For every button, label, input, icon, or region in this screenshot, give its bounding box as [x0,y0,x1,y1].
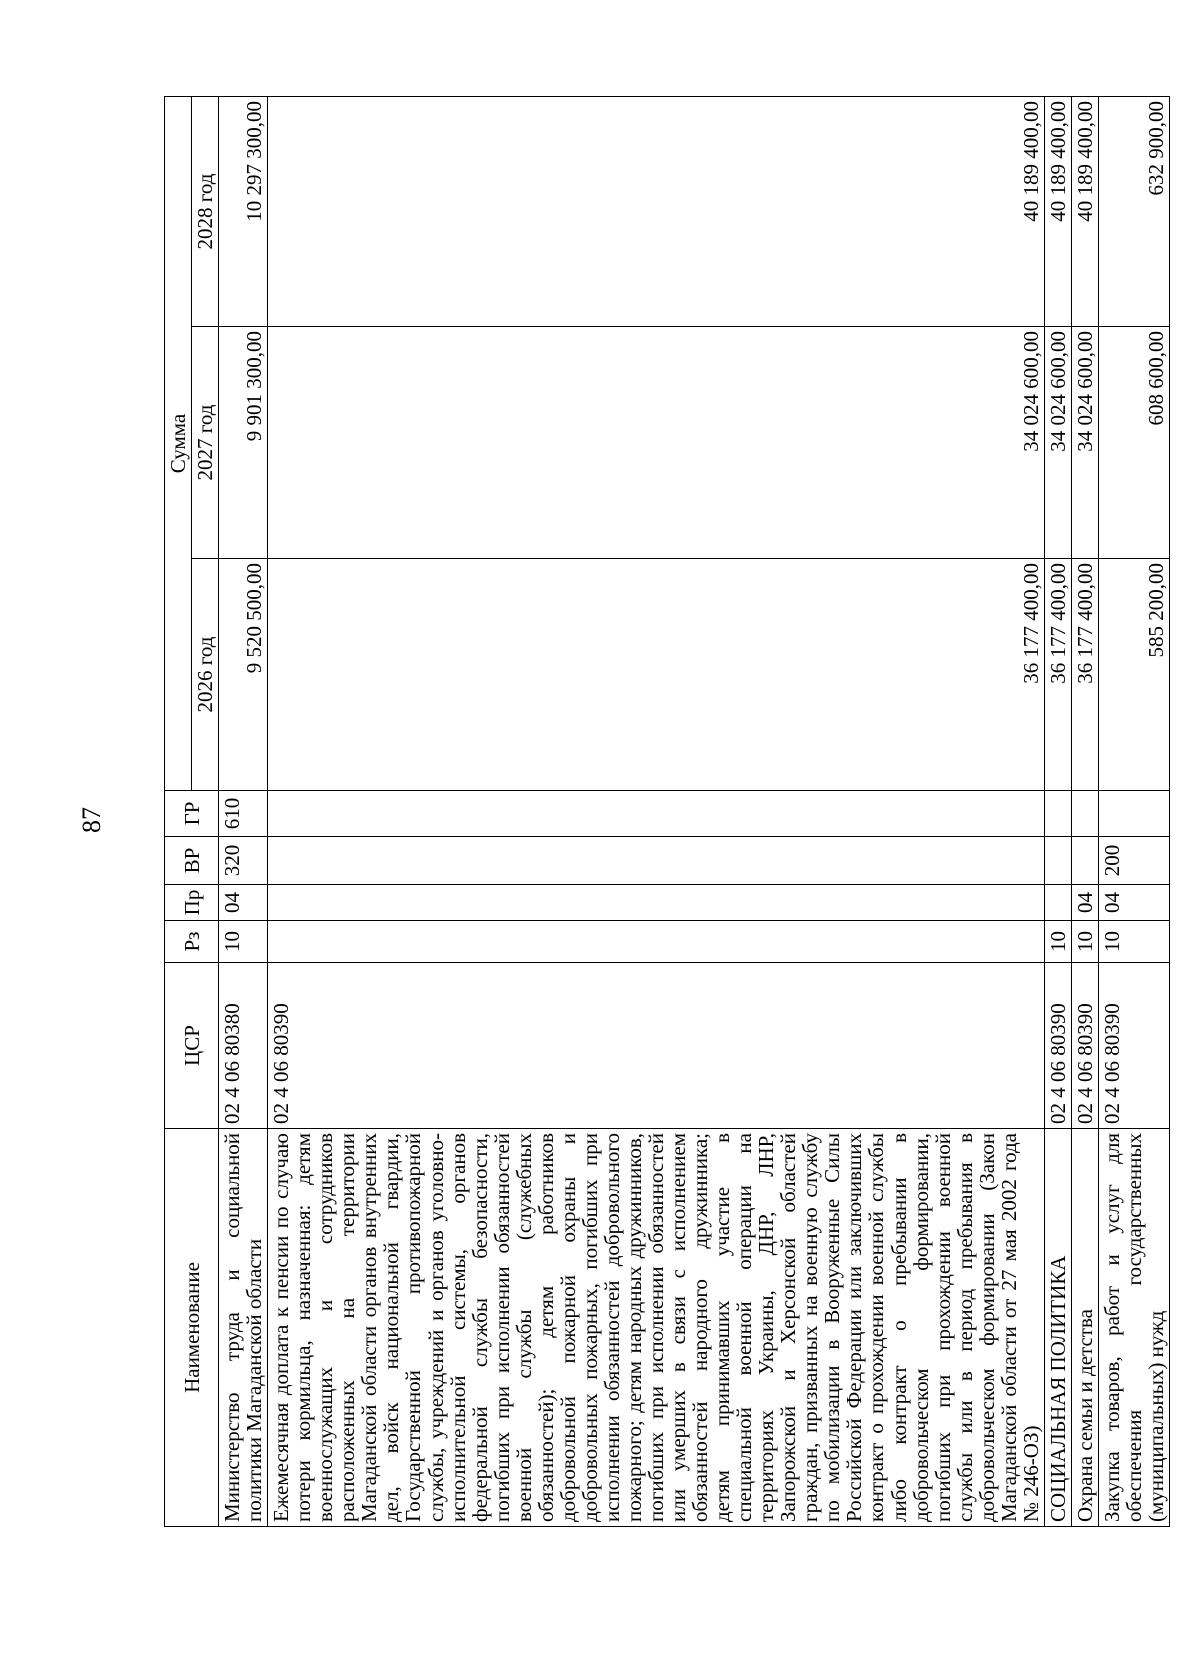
row-name: Министерство труда и социальной политики Магаданской области [219,1129,268,1527]
header-gr: ГР [165,791,219,837]
page-number: 87 [77,807,106,833]
header-2028: 2028 год [192,96,219,326]
row-2026: 585 200,00 [1098,559,1169,791]
row-csr: 02 4 06 80380 [219,963,268,1129]
row-2027: 34 024 600,00 [1044,327,1071,559]
row-vr [1044,837,1071,885]
header-2027: 2027 год [192,327,219,559]
budget-table [164,96,1170,1527]
row-2028: 10 297 300,00 [219,96,268,326]
header-sum: Сумма [165,96,192,790]
row-csr: 02 4 06 80390 [1098,963,1169,1129]
header-rz: Рз [165,921,219,963]
header-csr: ЦСР [165,963,219,1129]
row-name: СОЦИАЛЬНАЯ ПОЛИТИКА [1044,1129,1071,1527]
row-2027: 608 600,00 [1098,327,1169,559]
row-2028: 40 189 400,00 [1044,96,1071,326]
table-row [219,96,268,1526]
table-row [268,96,1045,1526]
row-pr [268,885,1045,921]
row-2026: 36 177 400,00 [1071,559,1098,791]
row-rz: 10 [1044,921,1071,963]
row-vr: 200 [1098,837,1169,885]
row-2027: 9 901 300,00 [219,327,268,559]
row-2026: 9 520 500,00 [219,559,268,791]
row-vr [268,837,1045,885]
row-2026: 36 177 400,00 [268,559,1045,791]
budget-table-frame [164,97,1169,1527]
row-2026: 36 177 400,00 [1044,559,1071,791]
row-gr [268,791,1045,837]
row-csr: 02 4 06 80390 [1044,963,1071,1129]
row-rz: 10 [1071,921,1098,963]
header-2026: 2026 год [192,559,219,791]
header-pr: Пр [165,885,219,921]
row-name: Закупка товаров, работ и услуг для обеспечения государственных (муниципальных) нужд [1098,1129,1169,1527]
row-pr: 04 [1098,885,1169,921]
row-pr [1044,885,1071,921]
row-2028: 40 189 400,00 [268,96,1045,326]
table-row [1071,96,1098,1526]
row-vr [1071,837,1098,885]
row-name: Ежемесячная доплата к пенсии по случаю потери кормильца, назначенная: детям военнослужащих и сотрудников расположенных на территории Магаданской области органов внутренних дел, войск национальной гвардии, Государственной противопожарной службы, учреждений и органов уголовно-исполнительной системы, органов федеральной службы безопасности, погибших при исполнении обязанностей военной службы (служебных обязанностей); детям работников добровольной пожарной охраны и добровольных пожарных, погибших при исполнении обязанностей добровольного пожарного; детям народных дружинников, погибших при исполнении обязанностей или умерших в связи с исполнением обязанностей народного дружинника; детям принимавших участие в специальной военной операции на территориях Украины, ДНР, ЛНР, Запорожской и Херсонской областей граждан, призванных на военную службу по мобилизации в Вооруженные Силы Российской Федерации или заключивших контракт о прохождении военной службы либо контракт о пребывании в добровольческом формировании, погибших при прохождении военной службы или в период пребывания в добровольческом формировании (Закон Магаданской области от 27 мая 2002 года № 246-ОЗ) [268,1129,1045,1527]
row-2027: 34 024 600,00 [1071,327,1098,559]
table-row [1098,96,1169,1526]
row-gr [1098,791,1169,837]
row-gr [1044,791,1071,837]
row-name: Охрана семьи и детства [1071,1129,1098,1527]
table-row [1044,96,1071,1526]
row-pr: 04 [1071,885,1098,921]
row-gr: 610 [219,791,268,837]
row-gr [1071,791,1098,837]
header-row [165,96,192,1526]
row-rz: 10 [1098,921,1169,963]
row-vr: 320 [219,837,268,885]
row-2027: 34 024 600,00 [268,327,1045,559]
row-2028: 632 900,00 [1098,96,1169,326]
row-csr: 02 4 06 80390 [1071,963,1098,1129]
row-pr: 04 [219,885,268,921]
row-rz [268,921,1045,963]
header-vr: ВР [165,837,219,885]
row-rz: 10 [219,921,268,963]
row-2028: 40 189 400,00 [1071,96,1098,326]
row-csr: 02 4 06 80390 [268,963,1045,1129]
header-name: Наименование [165,1129,219,1527]
